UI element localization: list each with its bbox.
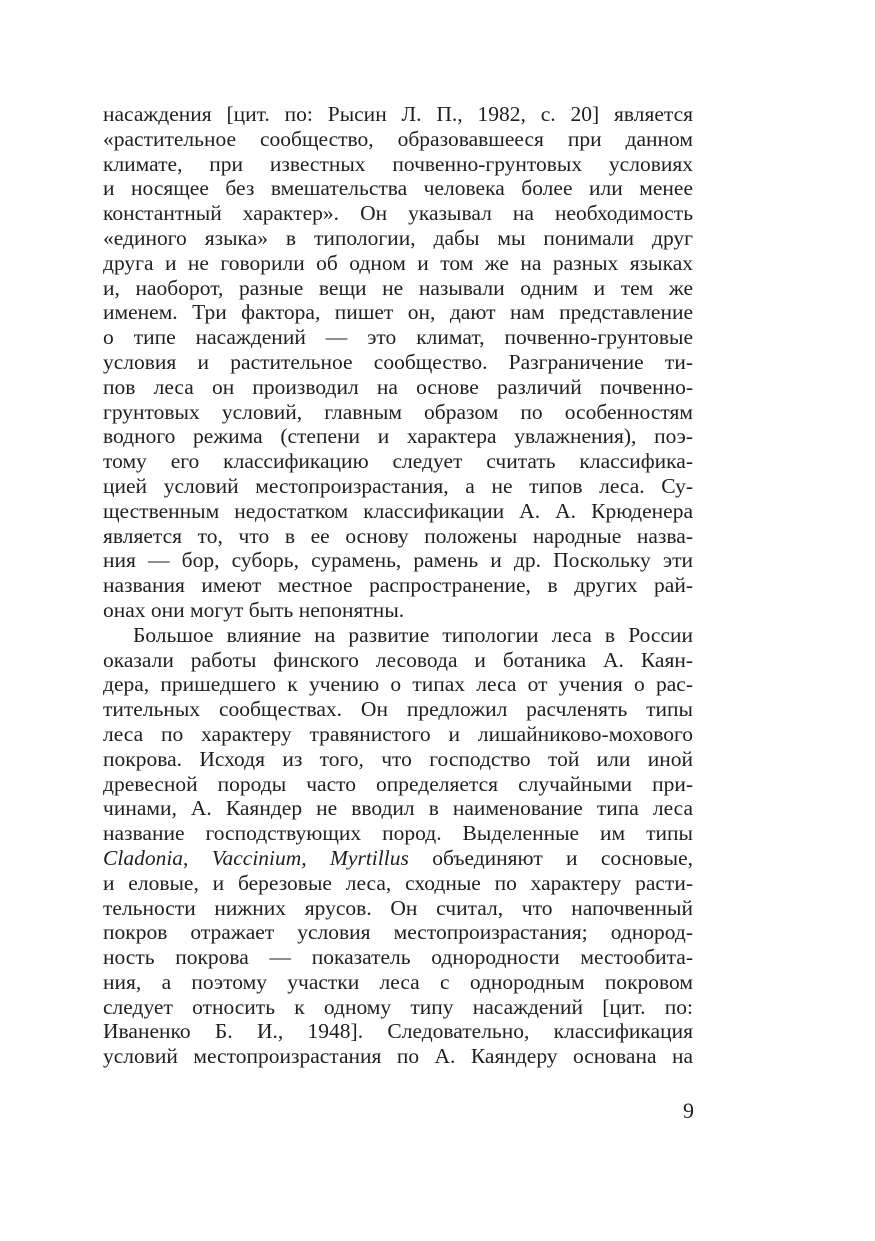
text-line: название господствующих пород. Выделенные им типы	[103, 821, 693, 846]
text-line: тому его классификацию следует считать классифика-	[103, 449, 693, 474]
text-line: тельности нижних ярусов. Он считал, что напочвенный	[103, 895, 693, 920]
text-line-with-latin-terms: Cladonia, Vaccinium, Myrtillus объединяют и сосновые,	[103, 845, 694, 870]
text-line: условий местопроизрастания по А. Каяндеру основана на	[103, 1044, 693, 1069]
text-line: дера, пришедшего к учению о типах леса от учения о рас-	[103, 672, 693, 697]
text-line: Иваненко Б. И., 1948]. Следовательно, классификация	[103, 1019, 693, 1044]
text-line: древесной породы часто определяется случайными при-	[103, 771, 693, 796]
latin-term: Vaccinium,	[211, 845, 307, 870]
text-line: о типе насаждений — это климат, почвенно-грунтовые	[103, 325, 693, 350]
text-line: Большое влияние на развитие типологии леса в России	[133, 622, 693, 647]
text-line: именем. Три фактора, пишет он, дают нам представление	[103, 300, 693, 325]
text-line: водного режима (степени и характера увлажнения), поэ-	[103, 424, 693, 449]
text-line: следует относить к одному типу насаждений [цит. по:	[103, 994, 693, 1019]
text-line: цией условий местопроизрастания, а не типов леса. Су-	[103, 473, 693, 498]
text-line: покров отражает условия местопроизрастания; однород-	[103, 920, 693, 945]
text-line: ния — бор, суборь, сурамень, рамень и др. Поскольку эти	[103, 548, 693, 573]
text-line: и, наоборот, разные вещи не называли одним и тем же	[103, 275, 693, 300]
text-line: покрова. Исходя из того, что господство той или иной	[103, 746, 693, 771]
text-line: леса по характеру травянистого и лишайниково-мохового	[103, 721, 693, 746]
page-number: 9	[683, 1098, 694, 1123]
text-line: условия и растительное сообщество. Разграничение ти-	[103, 349, 693, 374]
text-line: названия имеют местное распространение, в других рай-	[103, 573, 693, 598]
text-line: «единого языка» в типологии, дабы мы понимали друг	[103, 225, 693, 250]
page-body	[103, 102, 693, 1069]
text-line: климате, при известных почвенно-грунтовых условиях	[103, 151, 693, 176]
text-line: друга и не говорили об одном и том же на разных языках	[103, 250, 693, 275]
text-line: «растительное сообщество, образовавшееся при данном	[103, 126, 693, 151]
text-line: грунтовых условий, главным образом по особенностям	[103, 399, 693, 424]
text-line: онах они могут быть непонятны.	[103, 597, 405, 622]
text-line: чинами, А. Каяндер не вводил в наименование типа леса	[103, 796, 693, 821]
text-line: и еловые, и березовые леса, сходные по характеру расти-	[103, 870, 693, 895]
text-line: и носящее без вмешательства человека более или менее	[103, 176, 693, 201]
latin-term: Myrtillus	[330, 845, 409, 870]
text-line: насаждения [цит. по: Рысин Л. П., 1982, с. 20] является	[103, 102, 693, 126]
paragraph-2	[103, 623, 693, 1069]
text-line: ния, а поэтому участки леса с однородным покровом	[103, 969, 693, 994]
paragraph-1	[103, 102, 693, 623]
text-line: тительных сообществах. Он предложил расчленять типы	[103, 697, 693, 722]
text-line: щественным недостатком классификации А. А. Крюденера	[103, 498, 693, 523]
text-fragment: объединяют и сосновые,	[432, 845, 694, 870]
text-line: является то, что в ее основу положены народные назва-	[103, 523, 693, 548]
text-line: ность покрова — показатель однородности местообита-	[103, 945, 693, 970]
text-line: пов леса он производил на основе различий почвенно-	[103, 374, 693, 399]
text-line: константный характер». Он указывал на необходимость	[103, 201, 693, 226]
text-line: оказали работы финского лесовода и ботаника А. Каян-	[103, 647, 693, 672]
latin-term: Cladonia	[103, 845, 184, 870]
